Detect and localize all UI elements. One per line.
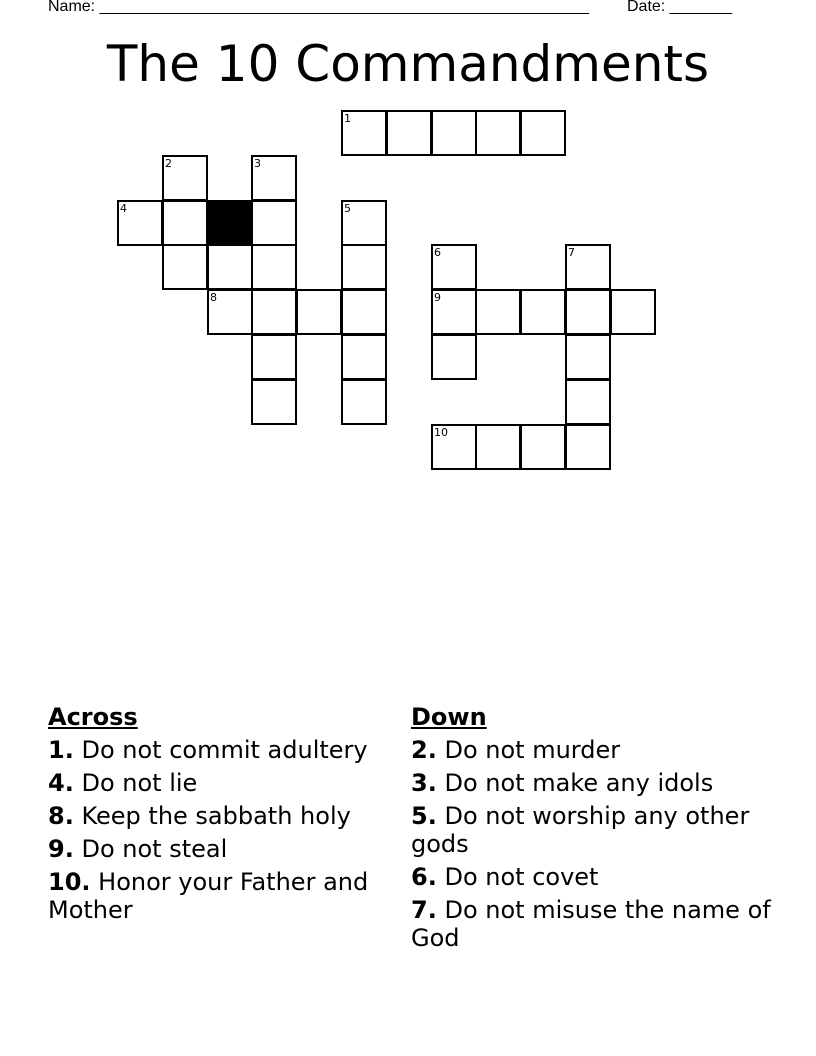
grid-cell[interactable] — [431, 244, 477, 290]
clue-number-label: 6 — [434, 246, 441, 259]
grid-cell[interactable] — [162, 155, 208, 201]
clue-number-label: 10 — [434, 426, 448, 439]
grid-cell[interactable] — [520, 424, 566, 470]
clue-number-label: 4 — [120, 202, 127, 215]
date-line: Date: _______ — [627, 0, 732, 15]
grid-cell[interactable] — [341, 200, 387, 246]
grid-cell[interactable] — [341, 379, 387, 425]
grid-cell[interactable] — [162, 200, 208, 246]
page-title: The 10 Commandments — [106, 35, 710, 93]
grid-cell[interactable] — [207, 244, 253, 290]
down-clue — [411, 896, 771, 952]
grid-cell[interactable] — [431, 289, 477, 335]
grid-cell[interactable] — [475, 289, 521, 335]
grid-cell[interactable] — [565, 424, 611, 470]
clue-number: 2. — [411, 736, 437, 764]
grid-cell[interactable] — [520, 110, 566, 156]
clue-text: Do not covet — [444, 863, 599, 891]
grid-cell[interactable] — [341, 334, 387, 380]
grid-cell[interactable] — [475, 424, 521, 470]
across-clues — [48, 702, 398, 929]
black-cell — [207, 200, 253, 246]
clue-text: Do not commit adultery — [81, 736, 368, 764]
grid-cell[interactable] — [431, 110, 477, 156]
grid-cell[interactable] — [475, 110, 521, 156]
clue-text: Keep the sabbath holy — [81, 802, 351, 830]
clue-number-label: 5 — [344, 202, 351, 215]
grid-cell[interactable] — [565, 334, 611, 380]
clue-number-label: 2 — [165, 157, 172, 170]
grid-cell[interactable] — [251, 334, 297, 380]
across-clue — [48, 802, 398, 830]
clue-text: Do not steal — [81, 835, 228, 863]
across-heading: Across — [48, 703, 138, 731]
grid-cell[interactable] — [386, 110, 432, 156]
grid-cell[interactable] — [251, 155, 297, 201]
clue-number-label: 3 — [254, 157, 261, 170]
grid-cell[interactable] — [341, 110, 387, 156]
clue-number: 5. — [411, 802, 437, 830]
grid-cell[interactable] — [431, 424, 477, 470]
clue-number: 6. — [411, 863, 437, 891]
clue-number: 3. — [411, 769, 437, 797]
across-clue — [48, 736, 398, 764]
grid-cell[interactable] — [565, 244, 611, 290]
grid-cell[interactable] — [162, 244, 208, 290]
down-clue — [411, 736, 771, 764]
grid-cell[interactable] — [431, 334, 477, 380]
grid-cell[interactable] — [565, 379, 611, 425]
grid-cell[interactable] — [251, 244, 297, 290]
grid-cell[interactable] — [610, 289, 656, 335]
clue-text: Do not make any idols — [444, 769, 714, 797]
crossword-grid — [0, 0, 816, 480]
grid-cell[interactable] — [520, 289, 566, 335]
clue-text: Do not murder — [444, 736, 621, 764]
grid-cell[interactable] — [341, 289, 387, 335]
clue-text: Honor your Father and Mother — [48, 868, 369, 924]
grid-cell[interactable] — [296, 289, 342, 335]
grid-cell[interactable] — [341, 244, 387, 290]
grid-cell[interactable] — [251, 289, 297, 335]
clue-number: 7. — [411, 896, 437, 924]
clue-number: 1. — [48, 736, 74, 764]
grid-cell[interactable] — [251, 379, 297, 425]
clue-number: 9. — [48, 835, 74, 863]
grid-cell[interactable] — [251, 200, 297, 246]
grid-cell[interactable] — [565, 289, 611, 335]
across-clue — [48, 769, 398, 797]
clue-number: 4. — [48, 769, 74, 797]
clue-text: Do not worship any other gods — [411, 802, 750, 858]
clue-number-label: 7 — [568, 246, 575, 259]
grid-cell[interactable] — [117, 200, 163, 246]
down-clue — [411, 769, 771, 797]
across-clue — [48, 868, 398, 924]
down-clue — [411, 802, 771, 858]
clue-text: Do not misuse the name of God — [411, 896, 771, 952]
across-clue — [48, 835, 398, 863]
clue-number: 8. — [48, 802, 74, 830]
clue-text: Do not lie — [81, 769, 198, 797]
down-heading: Down — [411, 703, 487, 731]
name-line: Name: _______________________________________________________ — [48, 0, 589, 15]
clue-number: 10. — [48, 868, 91, 896]
down-clue — [411, 863, 771, 891]
clue-number-label: 1 — [344, 112, 351, 125]
down-clues — [411, 702, 771, 957]
clue-number-label: 9 — [434, 291, 441, 304]
clue-number-label: 8 — [210, 291, 217, 304]
grid-cell[interactable] — [207, 289, 253, 335]
